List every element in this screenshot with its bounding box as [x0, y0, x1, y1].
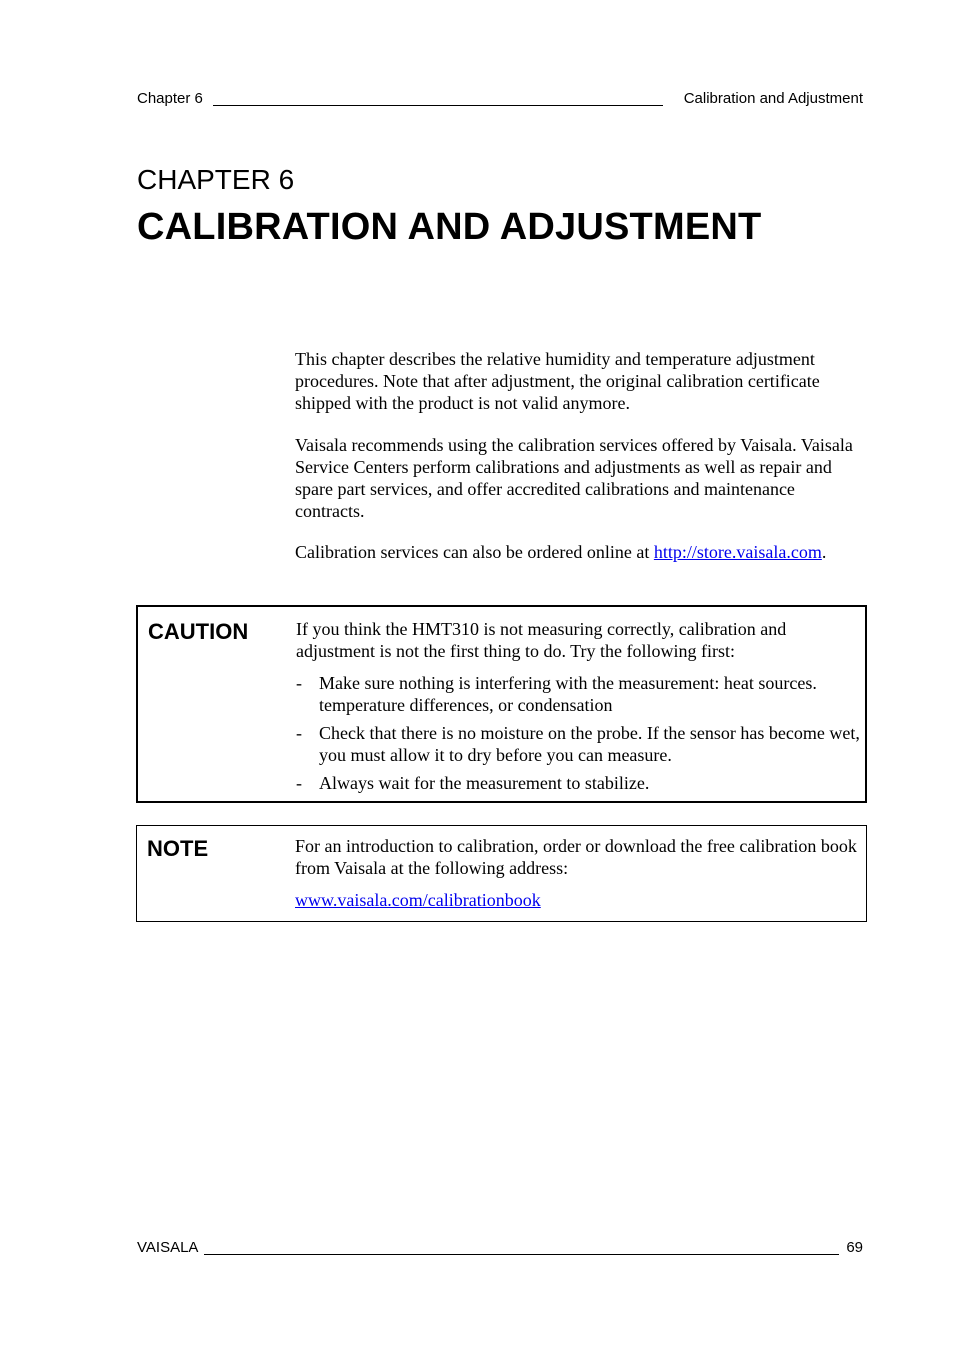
note-box — [136, 825, 867, 922]
chapter-title: CALIBRATION AND ADJUSTMENT — [137, 206, 762, 248]
page-number: 69 — [846, 1239, 863, 1256]
page-footer — [137, 1239, 863, 1259]
dash-bullet: - — [296, 673, 302, 693]
intro-paragraph-2: Vaisala recommends using the calibration services offered by Vaisala. Vaisala Service Centers perform calibrations and adjustments as well as repair and spare part services, and offer accredited calibrations and maintenance contracts. — [295, 435, 853, 521]
caution-content — [296, 618, 862, 800]
caution-box — [136, 605, 867, 803]
intro-paragraph-3-end: . — [821, 542, 827, 562]
calibration-book-link[interactable]: www.vaisala.com/calibrationbook — [295, 890, 541, 910]
store-link[interactable]: http://store.vaisala.com — [653, 542, 822, 562]
note-text: For an introduction to calibration, order or download the free calibration book from Vaisala at the following address: — [295, 836, 857, 878]
footer-brand: VAISALA — [137, 1239, 199, 1256]
caution-text: If you think the HMT310 is not measuring correctly, calibration and adjustment is not the first thing to do. Try the following first: — [296, 619, 787, 661]
caution-item-text: Check that there is no moisture on the probe. If the sensor has become wet, you must allow it to dry before you can measure. — [319, 723, 860, 765]
caution-label: CAUTION — [148, 619, 249, 644]
dash-bullet: - — [296, 773, 302, 793]
chapter-number: CHAPTER 6 — [137, 164, 295, 195]
caution-list — [296, 672, 862, 794]
caution-item-text: Always wait for the measurement to stabilize. — [319, 773, 650, 793]
caution-item-text: Make sure nothing is interfering with the measurement: heat sources. temperature differences, or condensation — [319, 673, 817, 715]
caution-item — [296, 672, 862, 716]
note-label: NOTE — [147, 836, 209, 861]
intro-paragraph-3 — [295, 541, 865, 563]
header-rule — [213, 105, 663, 106]
caution-item — [296, 722, 862, 766]
dash-bullet: - — [296, 723, 302, 743]
page-header — [137, 90, 863, 110]
header-chapter: Chapter 6 — [137, 90, 203, 107]
caution-item — [296, 772, 862, 794]
intro-paragraph-1: This chapter describes the relative humidity and temperature adjustment procedures. Note that after adjustment, the original calibration certificate shipped with the product is not valid anymore. — [295, 349, 820, 413]
intro-paragraph-3-text: Calibration services can also be ordered online at — [295, 542, 654, 562]
note-content — [295, 835, 861, 911]
header-section: Calibration and Adjustment — [678, 90, 863, 107]
footer-rule — [204, 1254, 839, 1255]
